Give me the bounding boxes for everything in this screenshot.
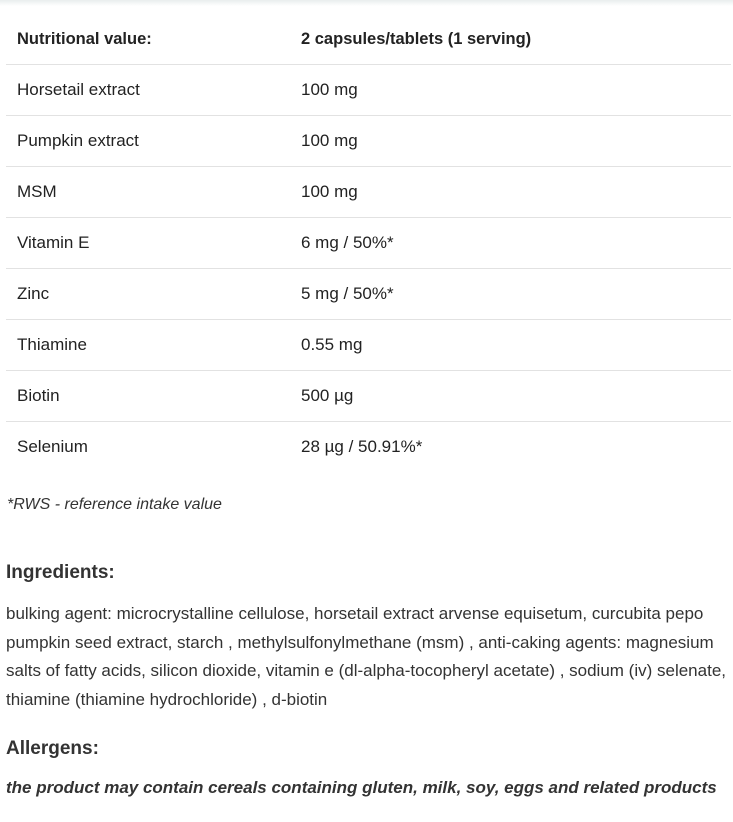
table-row <box>6 320 731 371</box>
nutrient-name: Selenium <box>17 437 88 456</box>
table-row <box>6 218 731 269</box>
header-nutritional-value: Nutritional value: <box>6 14 290 65</box>
nutrient-name: Horsetail extract <box>6 65 290 116</box>
nutrient-name: Vitamin E <box>6 218 290 269</box>
ingredients-heading: Ingredients: <box>6 562 115 583</box>
allergens-text: the product may contain cereals containing gluten, milk, soy, eggs and related products <box>6 778 717 797</box>
nutrient-value: 500 µg <box>290 371 731 422</box>
nutrient-value: 5 mg / 50%* <box>290 269 731 320</box>
table-row <box>6 371 731 422</box>
allergens-heading: Allergens: <box>6 738 99 759</box>
nutrient-name: Pumpkin extract <box>6 116 290 167</box>
table-header-row <box>6 14 731 65</box>
nutrient-value: 0.55 mg <box>290 320 731 371</box>
nutrient-value: 100 mg <box>290 167 731 218</box>
table-row <box>6 116 731 167</box>
nutrition-table <box>6 14 731 472</box>
nutrient-name: Thiamine <box>6 320 290 371</box>
nutrient-name: Zinc <box>6 269 290 320</box>
table-row <box>6 167 731 218</box>
nutrient-name: MSM <box>6 167 290 218</box>
header-serving: 2 capsules/tablets (1 serving) <box>290 14 731 65</box>
nutrient-value: 100 mg <box>290 116 731 167</box>
ingredients-text: bulking agent: microcrystalline cellulose, horsetail extract arvense equisetum, curcubita pepo pumpkin seed extract, starch , methylsulfonylmethane (msm) , anti-caking agents: magnesium salts of fatty acids, silicon dioxide, vitamin e (dl-alpha-tocopheryl acetate) , sodium (iv) selenate, thiamine (thiamine hydrochloride) , d-biotin <box>6 604 726 709</box>
reference-intake-footnote: *RWS - reference intake value <box>7 496 222 513</box>
table-row <box>6 422 731 473</box>
top-divider-shadow <box>0 0 733 6</box>
nutrient-value: 28 µg / 50.91%* <box>301 437 423 456</box>
table-row <box>6 269 731 320</box>
nutrient-value: 100 mg <box>290 65 731 116</box>
table-row <box>6 65 731 116</box>
nutrient-name: Biotin <box>6 371 290 422</box>
nutrient-value: 6 mg / 50%* <box>290 218 731 269</box>
